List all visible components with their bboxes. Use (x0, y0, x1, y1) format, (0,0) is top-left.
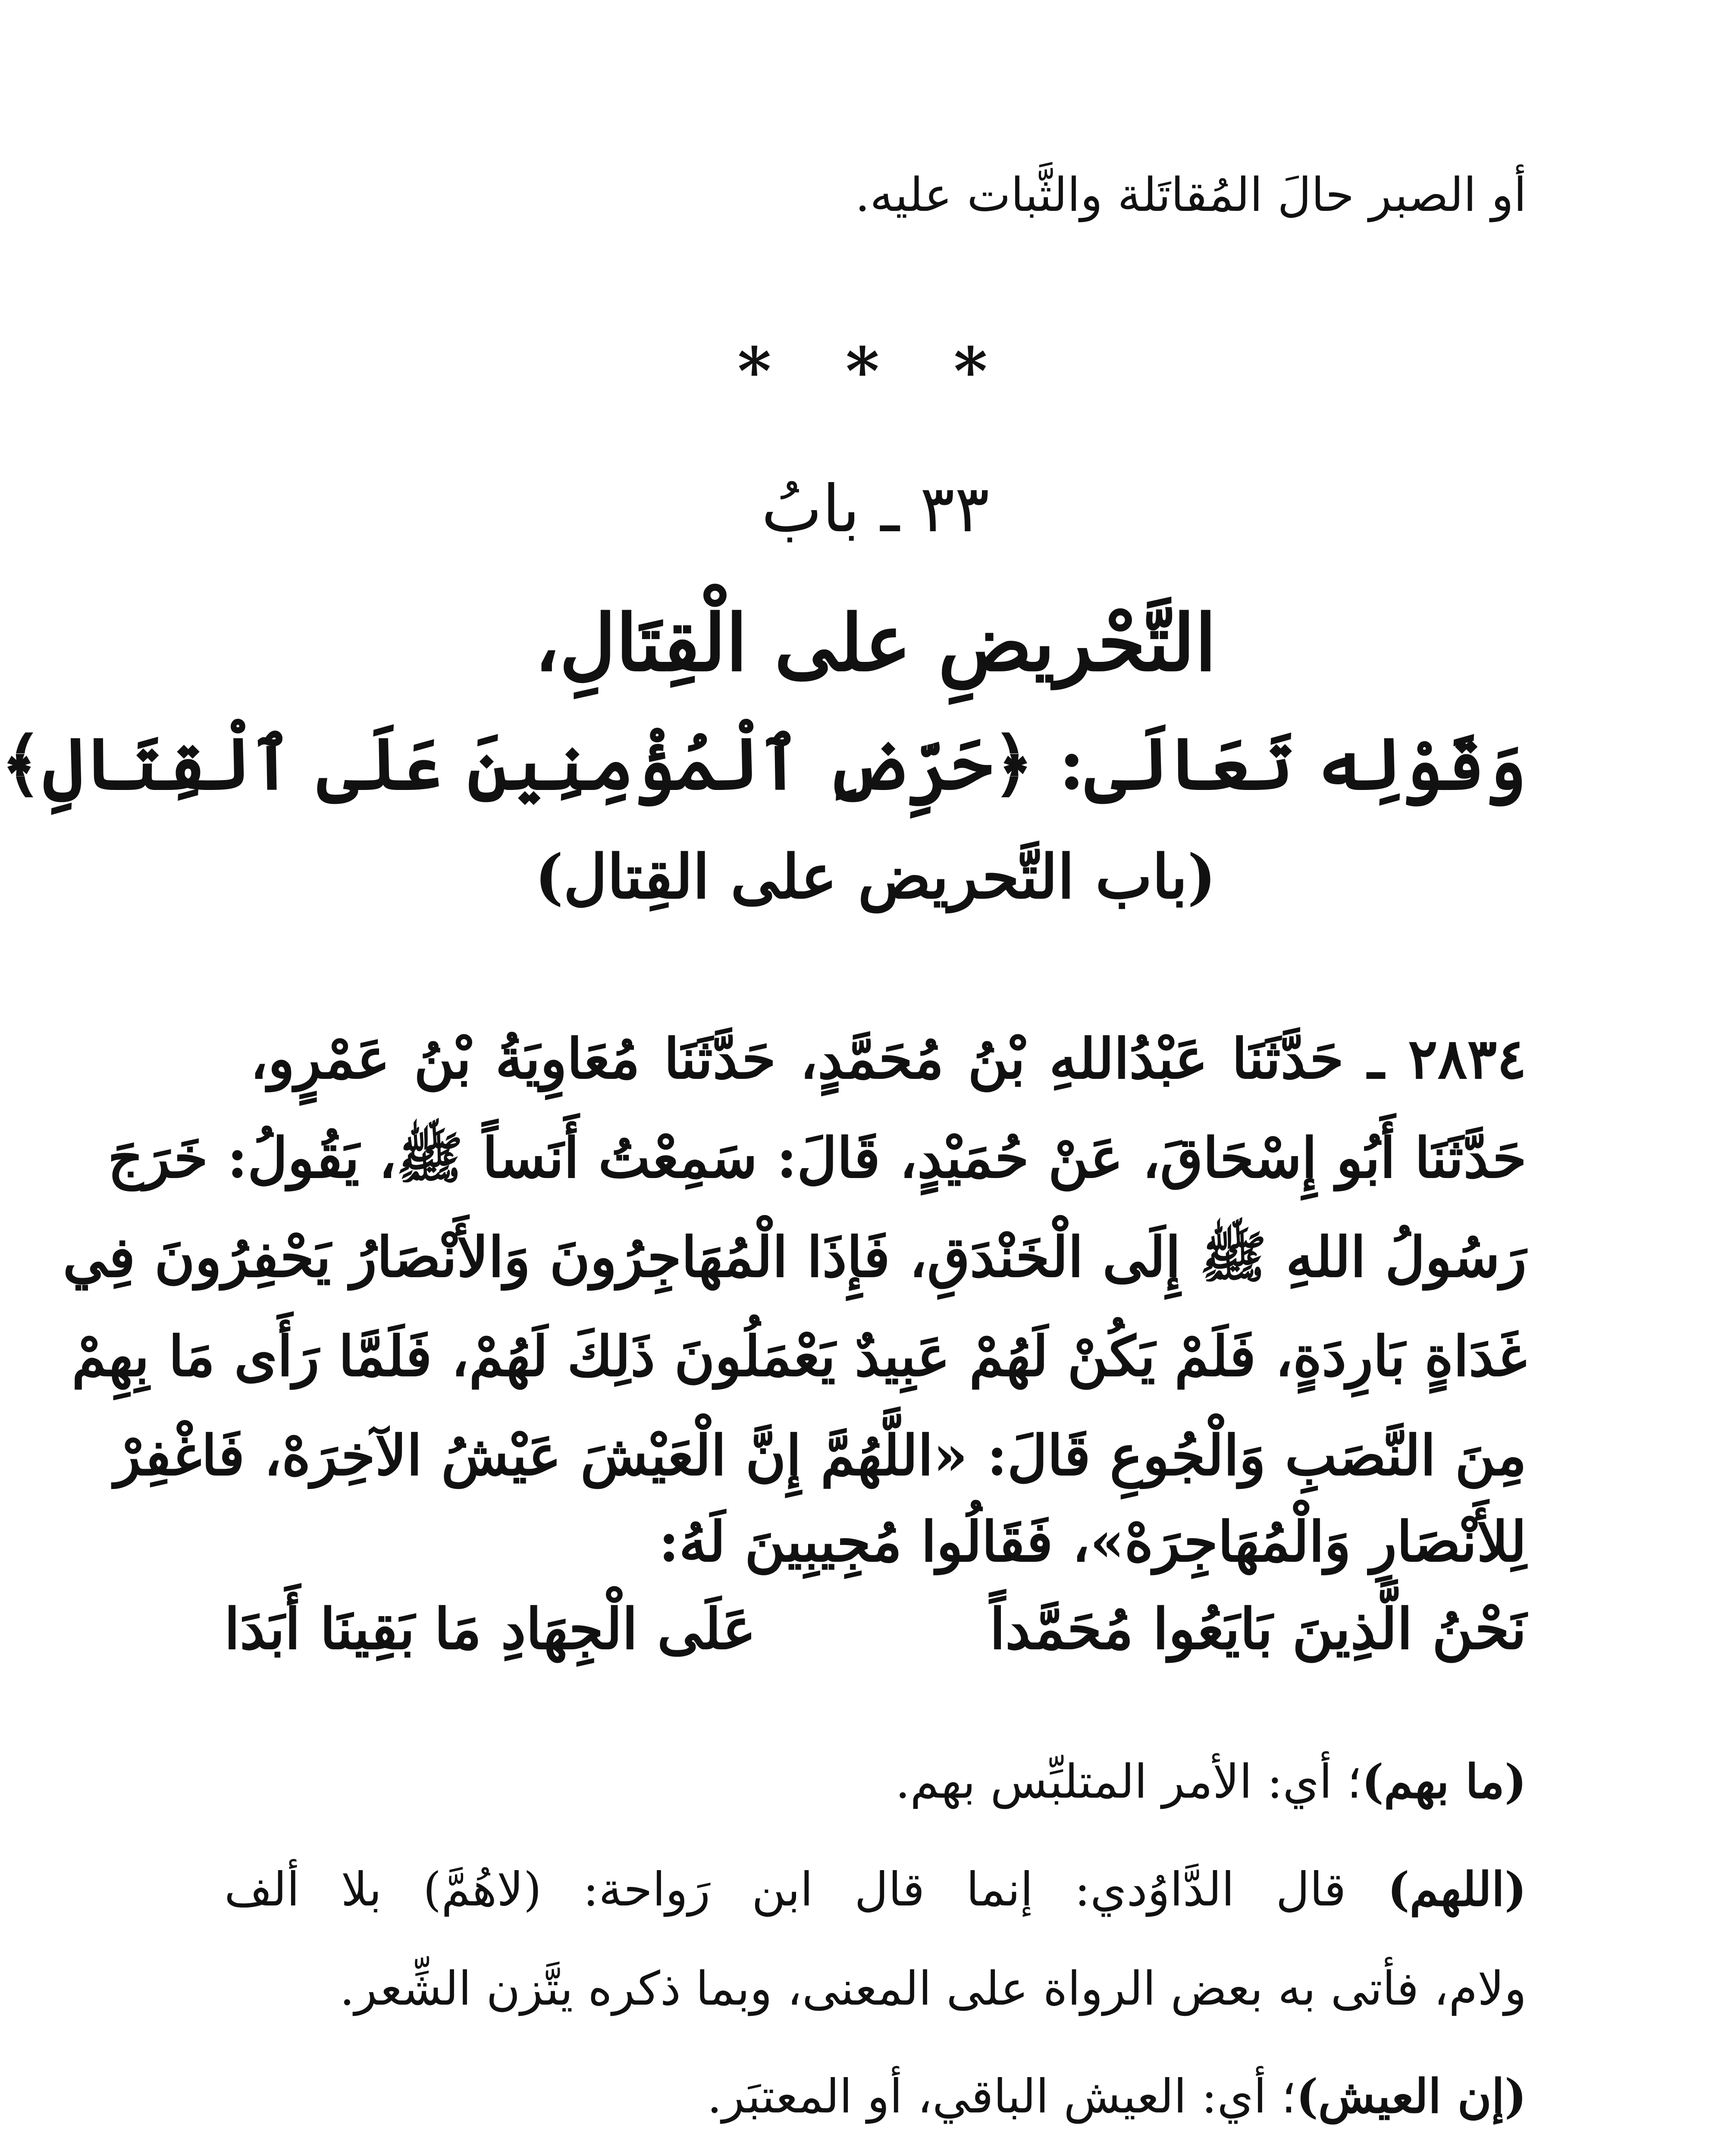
note-text: ولام، فأتى به بعض الرواة على المعنى، وبما ذكره يتَّزن الشِّعر. (339, 1962, 1527, 2016)
hadith-line: غَدَاةٍ بَارِدَةٍ، فَلَمْ يَكُنْ لَهُمْ عَبِيدٌ يَعْمَلُونَ ذَلِكَ لَهُمْ، فَلَمَّا رَأَى مَا بِهِمْ (72, 1324, 1527, 1389)
hadith-line: ٢٨٣٤ ـ حَدَّثَنَا عَبْدُاللهِ بْنُ مُحَمَّدٍ، حَدَّثَنَا مُعَاوِيَةُ بْنُ عَمْرٍو، (250, 1027, 1527, 1091)
section-heading: (باب التَّحريض على القِتال) (535, 842, 1216, 912)
note-term: (ما بهم) (1361, 1755, 1527, 1809)
intro-line: أو الصبر حالَ المُقاتَلة والثَّبات عليه. (855, 168, 1527, 222)
section-separator: * * * (737, 333, 1013, 409)
hadith-line: حَدَّثَنَا أَبُو إِسْحَاقَ، عَنْ حُمَيْدٍ، قَالَ: سَمِعْتُ أَنَساً ﷺ، يَقُولُ: خَرَجَ (107, 1126, 1527, 1191)
poetry-verse (224, 1591, 1527, 1695)
chapter-verse-heading: وَقَوْلِه تَعَالَى: ﴿حَرِّضِ ٱلْمُؤْمِنِينَ عَلَى ٱلْقِتَالِ﴾ (0, 722, 1527, 805)
note-term: (اللهم) (1387, 1862, 1527, 1917)
commentary-note (224, 2065, 1527, 2128)
note-term: (إن العيش) (1296, 2069, 1527, 2124)
commentary-note-continuation (224, 1958, 1527, 2021)
chapter-title: التَّحْريضِ على الْقِتَالِ، (534, 598, 1217, 689)
commentary-note (224, 1751, 1527, 1814)
note-text: ؛ أي: العيش الباقي، أو المعتبَر. (707, 2070, 1296, 2124)
verse-second-hemistich: عَلَى الْجِهَادِ مَا بَقِينَا أَبَدَا (224, 1596, 756, 1662)
hadith-line: مِنَ النَّصَبِ وَالْجُوعِ قَالَ: «اللَّهُمَّ إِنَّ الْعَيْشَ عَيْشُ الآخِرَهْ، فَاغْفِرْ (114, 1423, 1527, 1488)
verse-first-hemistich: نَحْنُ الَّذِينَ بَايَعُوا مُحَمَّداً (990, 1596, 1527, 1662)
note-text: قال الدَّاوُدي: إنما قال ابن رَواحة: (لاهُمَّ) بلا ألف (224, 1863, 1388, 1917)
chapter-number: ٣٣ ـ بابُ (761, 472, 990, 547)
book-page (0, 164, 1527, 2156)
hadith-line: لِلأَنْصَارِ وَالْمُهَاجِرَهْ»، فَقَالُوا مُجِيبِينَ لَهُ: (658, 1510, 1527, 1574)
commentary-note (224, 1858, 1527, 1921)
hadith-line: رَسُولُ اللهِ ﷺ إِلَى الْخَنْدَقِ، فَإِذَا الْمُهَاجِرُونَ وَالأَنْصَارُ يَحْفِرُونَ فِي (63, 1225, 1527, 1290)
note-text: ؛ أي: الأمر المتلبِّس بهم. (895, 1755, 1362, 1809)
